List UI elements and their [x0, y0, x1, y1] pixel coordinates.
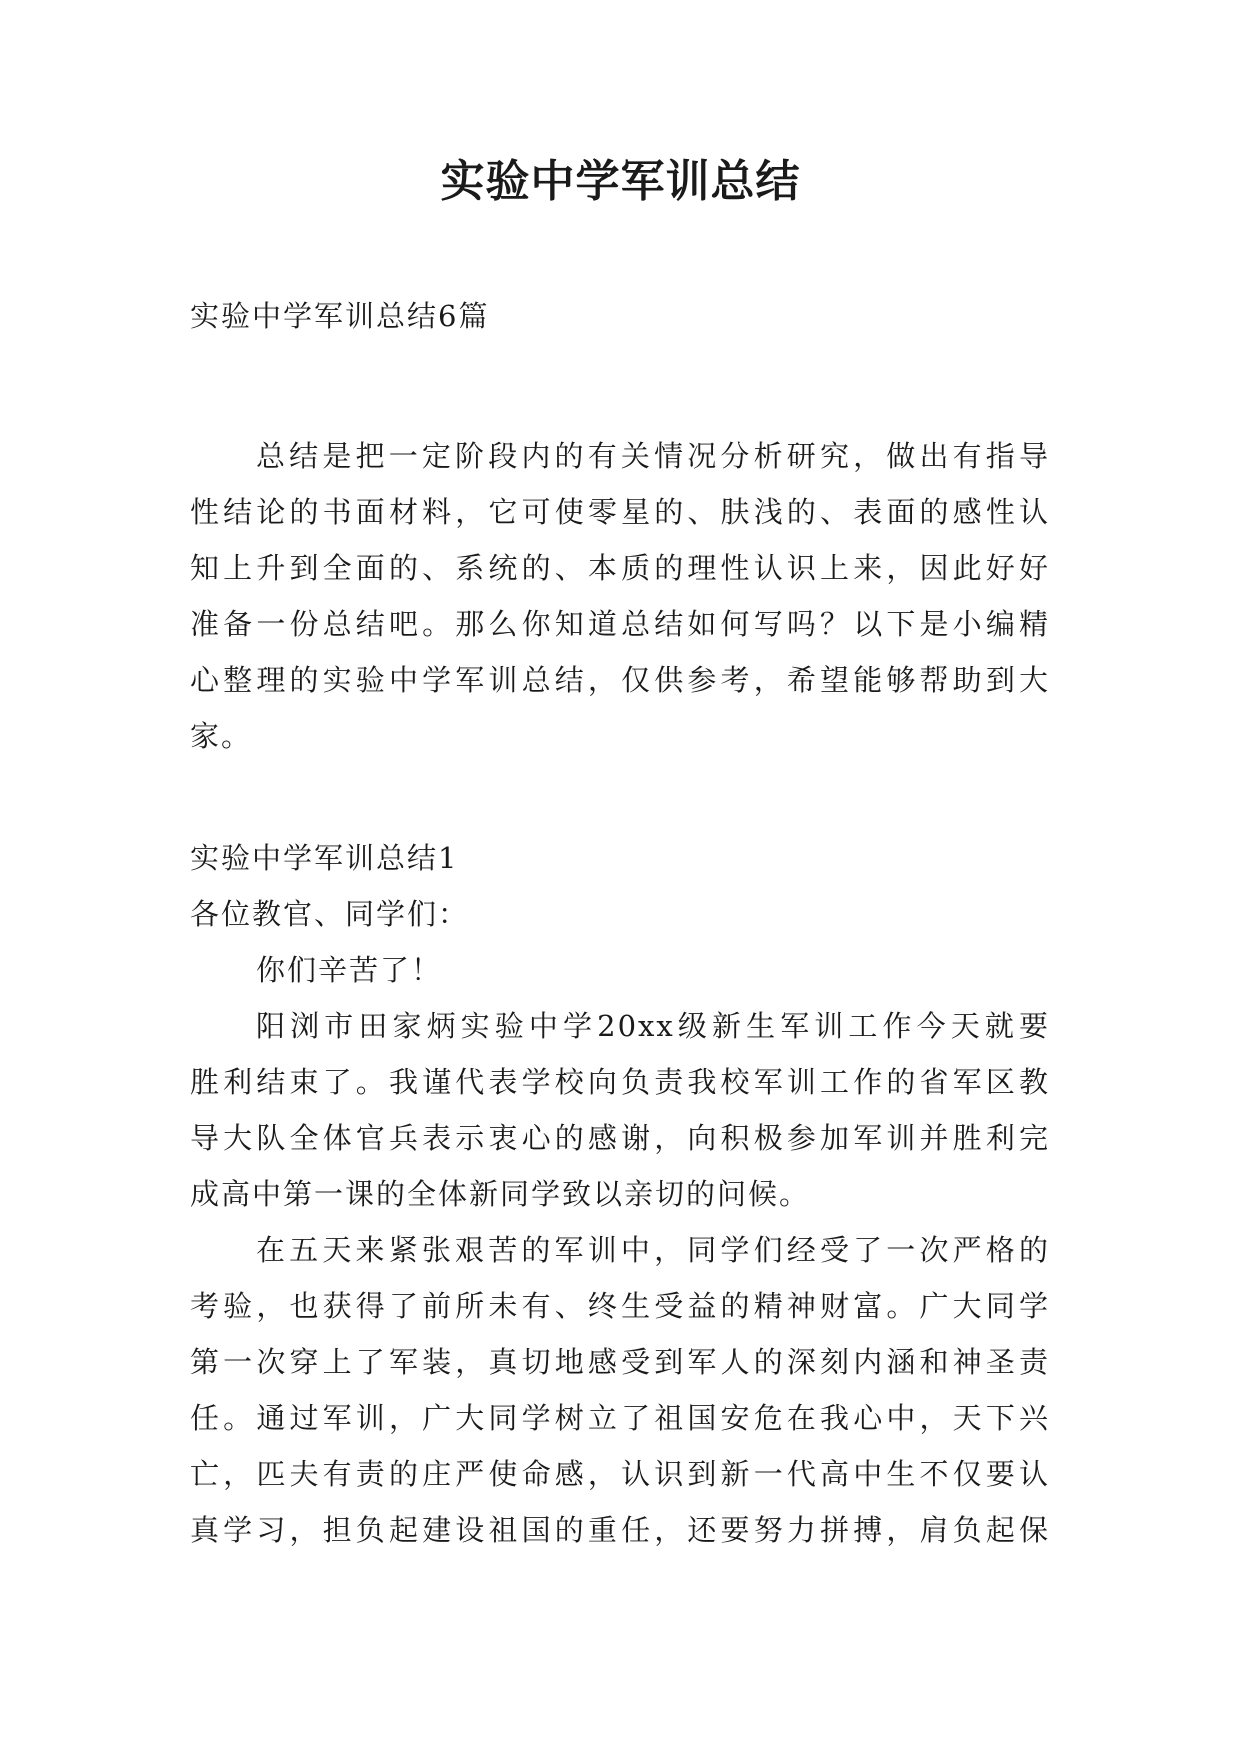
greeting: 你们辛苦了！ — [256, 953, 443, 987]
spacer — [190, 344, 1050, 428]
paragraph-1 — [190, 998, 1050, 1222]
paragraph-2 — [190, 1222, 1050, 1558]
paragraph-line: 在五天来紧张艰苦的军训中，同学们经受了一次严格的 — [256, 1233, 1050, 1267]
intro-line: 总结是把一定阶段内的有关情况分析研究，做出有指导 — [256, 439, 1050, 473]
paragraph-line: 第一次穿上了军装，真切地感受到军人的深刻内涵和神圣责 — [190, 1345, 1050, 1379]
paragraph-line: 真学习，担负起建设祖国的重任，还要努力拼搏，肩负起保 — [190, 1513, 1050, 1547]
intro-paragraph — [190, 428, 1050, 764]
section-heading: 实验中学军训总结1 — [190, 841, 459, 875]
paragraph-line: 任。通过军训，广大同学树立了祖国安危在我心中，天下兴 — [190, 1401, 1050, 1435]
intro-line: 心整理的实验中学军训总结，仅供参考，希望能够帮助到大 — [190, 663, 1050, 697]
spacer — [190, 764, 1050, 830]
paragraph-line: 阳浏市田家炳实验中学20xx级新生军训工作今天就要 — [256, 1009, 1050, 1043]
intro-line: 性结论的书面材料，它可使零星的、肤浅的、表面的感性认 — [190, 495, 1050, 529]
intro-line: 家。 — [190, 719, 253, 753]
intro-line: 知上升到全面的、系统的、本质的理性认识上来，因此好好 — [190, 551, 1050, 585]
paragraph-line: 导大队全体官兵表示衷心的感谢，向积极参加军训并胜利完 — [190, 1121, 1050, 1155]
salutation: 各位教官、同学们： — [190, 897, 470, 931]
intro-line: 准备一份总结吧。那么你知道总结如何写吗？以下是小编精 — [190, 607, 1050, 641]
paragraph-line: 考验，也获得了前所未有、终生受益的精神财富。广大同学 — [190, 1289, 1050, 1323]
document-title: 实验中学军训总结 — [440, 156, 801, 207]
paragraph-line: 胜利结束了。我谨代表学校向负责我校军训工作的省军区教 — [190, 1065, 1050, 1099]
paragraph-line: 亡，匹夫有责的庄严使命感，认识到新一代高中生不仅要认 — [190, 1457, 1050, 1491]
document-subtitle: 实验中学军训总结6篇 — [190, 299, 490, 333]
document-body — [190, 288, 1050, 1558]
paragraph-line: 成高中第一课的全体新同学致以亲切的问候。 — [190, 1177, 811, 1211]
